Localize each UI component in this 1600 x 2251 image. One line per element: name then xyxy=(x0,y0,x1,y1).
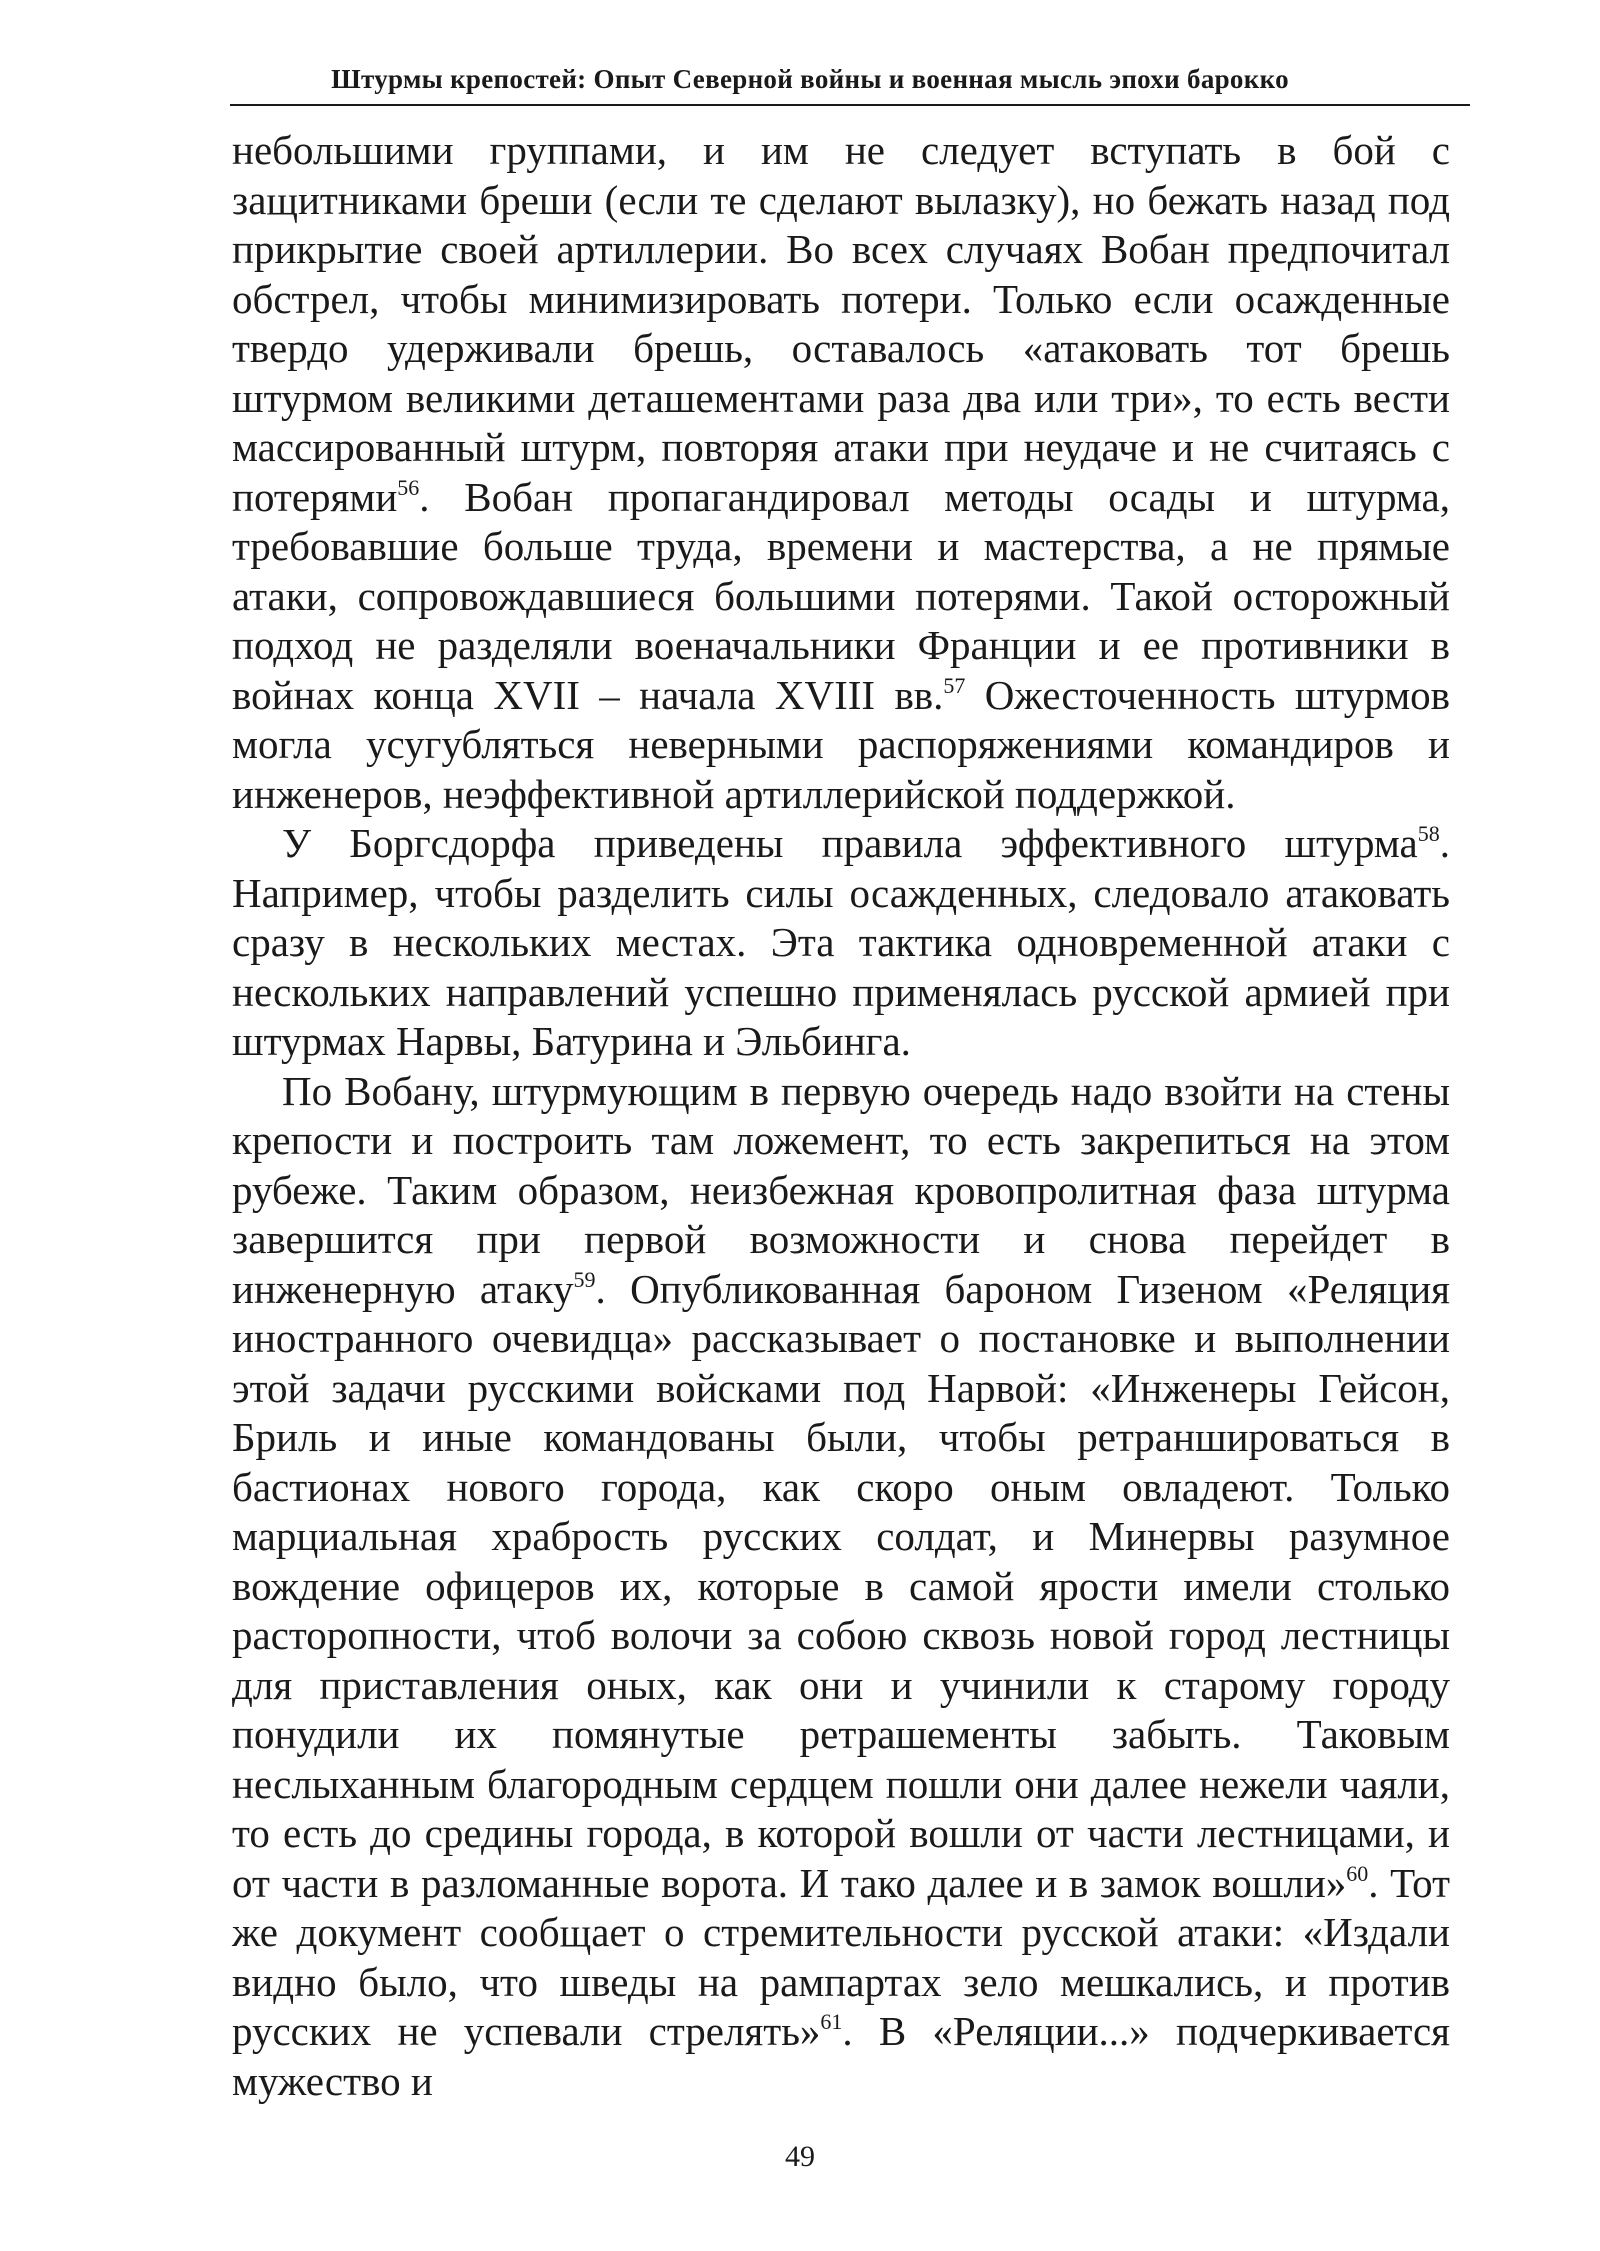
page-number: 49 xyxy=(785,2140,815,2173)
footnote-ref-60: 60 xyxy=(1346,1860,1369,1886)
text-segment: . Тот же документ сообщает о стремительности русской атаки: «Издали видно было, что шведы на рампартах зело мешкались, и против русских не успевали стрелять» xyxy=(232,1859,1450,2054)
header-rule xyxy=(230,104,1470,106)
footnote-ref-58: 58 xyxy=(1417,821,1440,846)
text-segment: . Например, чтобы разделить силы осажденных, следовало атаковать сразу в нескольких местах. Эта тактика одновременной атаки с нескольких направлений успешно применялась русской армией при штурмах Нарвы, Батурина и Эльбинга. xyxy=(232,820,1450,1064)
paragraph-2 xyxy=(232,819,1450,1067)
text-segment: . Опубликованная бароном Гизеном «Реляция иностранного очевидца» рассказывает о постановке и выполнении этой задачи русскими войсками под Нарвой: «Инженеры Гейсон, Бриль и иные командованы были, чтобы ретраншироваться в бастионах нового города, как скоро оным овладеют. Только марциальная храбрость русских солдат, и Минервы разумное вождение офицеров их, которые в самой ярости имели столько расторопности, чтоб волочи за собою сквозь новой город лестницы для приставления оных, как они и учинили к старому городу понудили их помянутые ретрашементы забыть. Таковым неслыханным благородным сердцем пошли они далее нежели чаяли, то есть до средины города, в которой вошли от части лестницами, и от части в разломанные ворота. И тако далее и в замок вошли» xyxy=(232,1265,1451,1906)
paragraph-1 xyxy=(232,126,1450,819)
footnote-ref-56: 56 xyxy=(397,474,420,500)
text-segment: У Боргсдорфа приведены правила эффективного штурма xyxy=(282,820,1418,866)
footnote-ref-57: 57 xyxy=(943,672,966,698)
text-segment: . Вобан пропагандировал методы осады и штурма, требовавшие больше труда, времени и мастерства, а не прямые атаки, сопровождавшиеся большими потерями. Такой осторожный подход не разделяли военачальники Франции и ее противники в войнах конца XVII – начала XVIII вв. xyxy=(232,473,1450,718)
running-header: Штурмы крепостей: Опыт Северной войны и военная мысль эпохи барокко xyxy=(331,64,1289,94)
footnote-ref-61: 61 xyxy=(820,2009,843,2034)
text-segment: небольшими группами, и им не следует вступать в бой с защитниками бреши (если те сделают вылазку), но бежать назад под прикрытие своей артиллерии. Во всех случаях Вобан предпочитал обстрел, чтобы минимизировать потери. Только если осажденные твердо удерживали брешь, оставалось «атаковать тот брешь штурмом великими деташементами раза два или три», то есть вести массированный штурм, повторяя атаки при неудаче и не считаясь с потерями xyxy=(232,127,1450,520)
footnote-ref-59: 59 xyxy=(573,1266,596,1292)
body-text xyxy=(232,126,1450,2106)
text-segment: . В «Реляции...» подчеркивается мужество и xyxy=(232,2008,1450,2104)
paragraph-3 xyxy=(232,1067,1450,2107)
text-segment: По Вобану, штурмующим в первую очередь надо взойти на стены крепости и построить там ложемент, то есть закрепиться на этом рубеже. Таким образом, неизбежная кровопролитная фаза штурма завершится при первой возможности и снова перейдет в инженерную атаку xyxy=(232,1067,1450,1312)
text-segment: Ожесточенность штурмов могла усугубляться неверными распоряжениями командиров и инженеров, неэффективной артиллерийской поддержкой. xyxy=(232,671,1450,817)
